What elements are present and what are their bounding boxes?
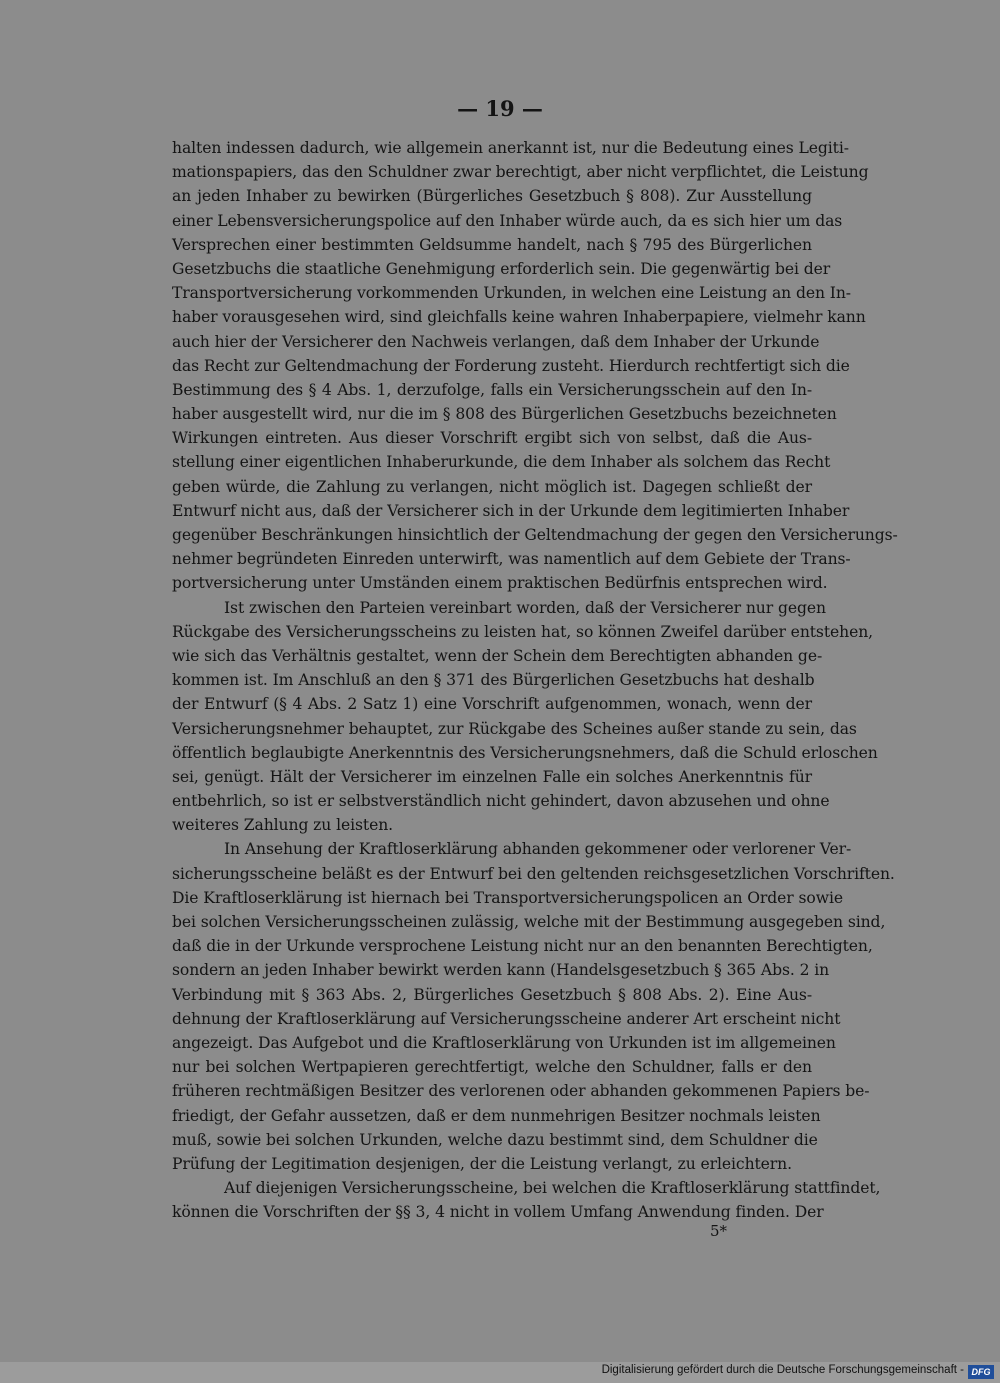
text-line: können die Vorschriften der §§ 3, 4 nicht in vollem Umfang Anwendung finden. Der [172,1203,824,1222]
text-line: haber vorausgesehen wird, sind gleichfalls keine wahren Inhaberpapiere, vielmehr kann [172,308,866,327]
text-line: der Entwurf (§ 4 Abs. 2 Satz 1) eine Vorschrift aufgenommen, wonach, wenn der [172,695,812,714]
text-line: stellung einer eigentlichen Inhaberurkunde, die dem Inhaber als solchem das Recht [172,453,831,472]
text-line: portversicherung unter Umständen einem praktischen Bedürfnis entsprechen wird. [172,574,828,593]
text-line: entbehrlich, so ist er selbstverständlich nicht gehindert, davon abzusehen und ohne [172,792,830,811]
text-line: Auf diejenigen Versicherungsscheine, bei welchen die Kraftloserklärung stattfindet, [224,1179,881,1198]
text-line: bei solchen Versicherungsscheinen zulässig, welche mit der Bestimmung ausgegeben sind, [172,913,886,931]
text-line: dehnung der Kraftloserklärung auf Versicherungsscheine anderer Art erscheint nicht [172,1009,841,1028]
page-number: — 19 — [457,96,543,121]
text-line: weiteres Zahlung zu leisten. [172,816,394,835]
text-line: gegenüber Beschränkungen hinsichtlich der Geltendmachung der gegen den Versicherungs- [172,526,898,544]
text-line: mationspapiers, das den Schuldner zwar berechtigt, aber nicht verpflichtet, die Leistung [172,163,869,182]
text-line: Gesetzbuchs die staatliche Genehmigung erforderlich sein. Die gegenwärtig bei der [172,259,831,278]
text-line: wie sich das Verhältnis gestaltet, wenn der Schein dem Berechtigten abhanden ge- [172,646,823,665]
text-line: sei, genügt. Hält der Versicherer im einzelnen Falle ein solches Anerkenntnis für [172,767,812,786]
text-line: nehmer begründeten Einreden unterwirft, was namentlich auf dem Gebiete der Trans- [172,550,851,569]
text-line: In Ansehung der Kraftloserklärung abhanden gekommener oder verlorener Ver- [224,840,852,859]
text-line: muß, sowie bei solchen Urkunden, welche dazu bestimmt sind, dem Schuldner die [172,1130,818,1149]
text-line: haber ausgestellt wird, nur die im § 808 des Bürgerlichen Gesetzbuchs bezeichneten [172,405,837,424]
signature-mark: 5* [710,1222,728,1240]
text-line: kommen ist. Im Anschluß an den § 371 des Bürgerlichen Gesetzbuchs hat deshalb [172,671,815,690]
text-line: angezeigt. Das Aufgebot und die Kraftloserklärung von Urkunden ist im allgemeinen [172,1033,836,1052]
text-line: Entwurf nicht aus, daß der Versicherer sich in der Urkunde dem legitimierten Inhaber [172,501,850,520]
text-line: Versicherungsnehmer behauptet, zur Rückgabe des Scheines außer stande zu sein, das [172,719,857,738]
footer-bar [0,1362,1000,1383]
dfg-logo-icon: DFG [968,1365,994,1379]
footer-credit: Digitalisierung gefördert durch die Deutsche Forschungsgemeinschaft - [601,1364,964,1376]
text-line: an jeden Inhaber zu bewirken (Bürgerliches Gesetzbuch § 808). Zur Ausstellung [172,187,812,206]
text-line: Versprechen einer bestimmten Geldsumme handelt, nach § 795 des Bürgerlichen [172,235,812,254]
text-line: einer Lebensversicherungspolice auf den Inhaber würde auch, da es sich hier um das [172,211,843,230]
body-text [172,136,898,1224]
text-line: Prüfung der Legitimation desjenigen, der die Leistung verlangt, zu erleichtern. [172,1154,792,1173]
text-line: Wirkungen eintreten. Aus dieser Vorschrift ergibt sich von selbst, daß die Aus- [172,429,812,448]
text-line: öffentlich beglaubigte Anerkenntnis des Versicherungsnehmers, daß die Schuld erloschen [172,743,878,762]
text-line: Verbindung mit § 363 Abs. 2, Bürgerliches Gesetzbuch § 808 Abs. 2). Eine Aus- [172,985,812,1004]
text-line: das Recht zur Geltendmachung der Forderung zusteht. Hierdurch rechtfertigt sich die [172,356,850,375]
text-line: Bestimmung des § 4 Abs. 1, derzufolge, falls ein Versicherungsschein auf den In- [172,380,812,399]
text-line: friedigt, der Gefahr aussetzen, daß er dem nunmehrigen Besitzer nochmals leisten [172,1106,821,1125]
text-line: Rückgabe des Versicherungsscheins zu leisten hat, so können Zweifel darüber entstehen, [172,622,873,641]
text-line: halten indessen dadurch, wie allgemein anerkannt ist, nur die Bedeutung eines Legiti- [172,139,849,157]
text-line: Ist zwischen den Parteien vereinbart worden, daß der Versicherer nur gegen [224,598,826,617]
text-line: geben würde, die Zahlung zu verlangen, nicht möglich ist. Dagegen schließt der [172,477,812,496]
text-line: Transportversicherung vorkommenden Urkunden, in welchen eine Leistung an den In- [172,284,851,303]
text-line: daß die in der Urkunde versprochene Leistung nicht nur an den benannten Berechtigten, [172,937,873,956]
text-line: sicherungsscheine beläßt es der Entwurf bei den geltenden reichsgesetzlichen Vorschriften. [172,864,895,883]
text-line: Die Kraftloserklärung ist hiernach bei Transportversicherungspolicen an Order sowie [172,888,843,907]
text-line: früheren rechtmäßigen Besitzer des verlorenen oder abhanden gekommenen Papiers be- [172,1082,870,1101]
text-line: nur bei solchen Wertpapieren gerechtfertigt, welche den Schuldner, falls er den [172,1058,812,1077]
text-line: sondern an jeden Inhaber bewirkt werden kann (Handelsgesetzbuch § 365 Abs. 2 in [172,961,830,980]
text-line: auch hier der Versicherer den Nachweis verlangen, daß dem Inhaber der Urkunde [172,332,820,351]
